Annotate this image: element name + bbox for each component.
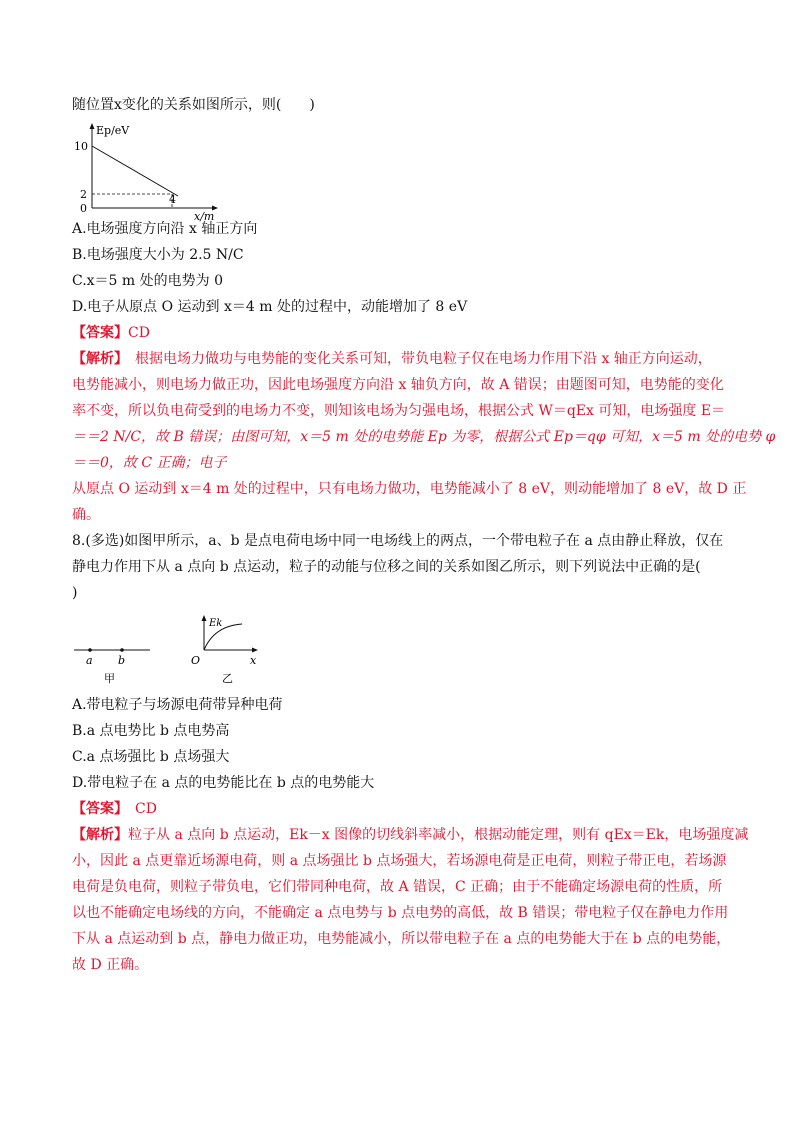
q8-stem-line-1: 8.(多选)如图甲所示，a、b 是点电荷电场中同一电场线上的两点，一个带电粒子在 a 点由静止释放，仅在 [72, 533, 724, 549]
y-tick-10: 10 [74, 140, 88, 153]
point-b-dot [120, 648, 124, 652]
q8-analysis-label: 【解析】 [72, 827, 128, 843]
y-tick-0: 0 [80, 202, 87, 215]
q8-option-a: A.带电粒子与场源电荷带异种电荷 [72, 697, 283, 713]
ek-y-label: Ek [209, 618, 223, 629]
q8-answer-label: 【答案】 [72, 801, 121, 817]
q7-option-a: A.电场强度方向沿 x 轴正方向 [72, 221, 258, 237]
q7-stem: 随位置x变化的关系如图所示，则( ) [72, 97, 315, 113]
point-b-label: b [118, 654, 126, 667]
caption-jia: 甲 [104, 672, 115, 685]
q8-analysis [72, 822, 749, 978]
ek-x-axis-arrow [252, 648, 258, 653]
q7-analysis-line-6: 从原点 O 运动到 x＝4 m 处的过程中，只有电场力做功，电势能减小了 8 eV，则动能增加了 8 eV，故 D 正 [72, 481, 747, 497]
figure-yi [191, 615, 258, 685]
y-axis-arrow [90, 123, 95, 129]
q8-option-c: C.a 点场强比 b 点场强大 [72, 749, 230, 765]
ek-x-label: x [250, 654, 257, 667]
q8-analysis-line-6: 故 D 正确。 [72, 957, 149, 973]
q8-stem-line-3: ) [72, 585, 78, 601]
q8-option-d: D.带电粒子在 a 点的电势能比在 b 点的电势能大 [72, 775, 375, 791]
q8-analysis-line-5: 下从 a 点运动到 b 点，静电力做正功，电势能减小，所以带电粒子在 a 点的电势能大于在 b 点的电势能， [72, 931, 731, 947]
figure-jia [74, 648, 150, 685]
y-tick-2: 2 [80, 188, 87, 201]
q7-answer [72, 320, 728, 346]
q7-analysis [72, 346, 776, 528]
q7-graph-svg [72, 120, 232, 223]
q8-analysis-line-1: 粒子从 a 点向 b 点运动，Ek－x 图像的切线斜率减小，根据动能定理，则有 qEx＝Ek，电场强度减 [128, 827, 749, 843]
x-axis-label: x/m [194, 210, 215, 223]
q8-answer-value: CD [121, 801, 157, 817]
q7-answer-value: CD [128, 325, 150, 341]
q8-answer [72, 796, 728, 822]
point-a-dot [88, 648, 92, 652]
ek-origin-label: O [191, 654, 201, 667]
q7-analysis-line-2: 电势能减小，则电场力做正功，因此电场强度方向沿 x 轴负方向，故 A 错误；由题图可知，电势能的变化 [72, 377, 724, 393]
q8-option-b: B.a 点电势比 b 点电势高 [72, 723, 230, 739]
ek-y-axis-arrow [202, 615, 207, 621]
ep-line [92, 146, 178, 196]
q7-option-d: D.电子从原点 O 运动到 x＝4 m 处的过程中，动能增加了 8 eV [72, 299, 468, 315]
q7-answer-label: 【答案】 [72, 325, 128, 341]
q7-ep-x-graph [72, 120, 232, 223]
q7-analysis-line-7: 确。 [72, 507, 100, 523]
point-a-label: a [86, 654, 93, 667]
q7-analysis-line-4: ＝＝2 N/C，故 B 错误；由图可知，x＝5 m 处的电势能 Ep 为零，根据公式 Ep＝qφ 可知，x＝5 m 处的电势 φ [72, 429, 776, 445]
q7-option-c: C.x＝5 m 处的电势为 0 [72, 273, 223, 289]
q7-analysis-line-3: 率不变，所以负电荷受到的电场力不变，则知该电场为匀强电场，根据公式 W＝qEx 可知，电场强度 E＝ [72, 403, 726, 419]
q8-stem-line-2: 静电力作用下从 a 点向 b 点运动，粒子的动能与位移之间的关系如图乙所示，则下列说法中正确的是( [72, 559, 701, 575]
q7-analysis-line-5: ＝＝0，故 C 正确；电子 [72, 455, 227, 471]
document-page [72, 92, 776, 978]
q8-analysis-line-4: 以也不能确定电场线的方向，不能确定 a 点电势与 b 点电势的高低，故 B 错误；带电粒子仅在静电力作用 [72, 905, 729, 921]
q7-analysis-line-1: 根据电场力做功与电势能的变化关系可知，带负电粒子仅在电场力作用下沿 x 轴正方向运动， [121, 351, 712, 367]
x-tick-4: 4 [169, 193, 176, 206]
q8-figures [72, 612, 272, 686]
q7-option-b: B.电场强度大小为 2.5 N/C [72, 247, 244, 263]
q7-analysis-label: 【解析】 [72, 351, 121, 367]
y-axis-label: Ep/eV [96, 124, 130, 137]
q8-analysis-line-3: 电荷是负电荷，则粒子带负电，它们带同种电荷，故 A 错误，C 正确；由于不能确定场源电荷的性质，所 [72, 879, 723, 895]
q8-figures-svg [72, 612, 272, 686]
caption-yi: 乙 [222, 672, 233, 685]
q8-analysis-line-2: 小，因此 a 点更靠近场源电荷，则 a 点场强比 b 点场强大，若场源电荷是正电荷，则粒子带正电，若场源 [72, 853, 727, 869]
